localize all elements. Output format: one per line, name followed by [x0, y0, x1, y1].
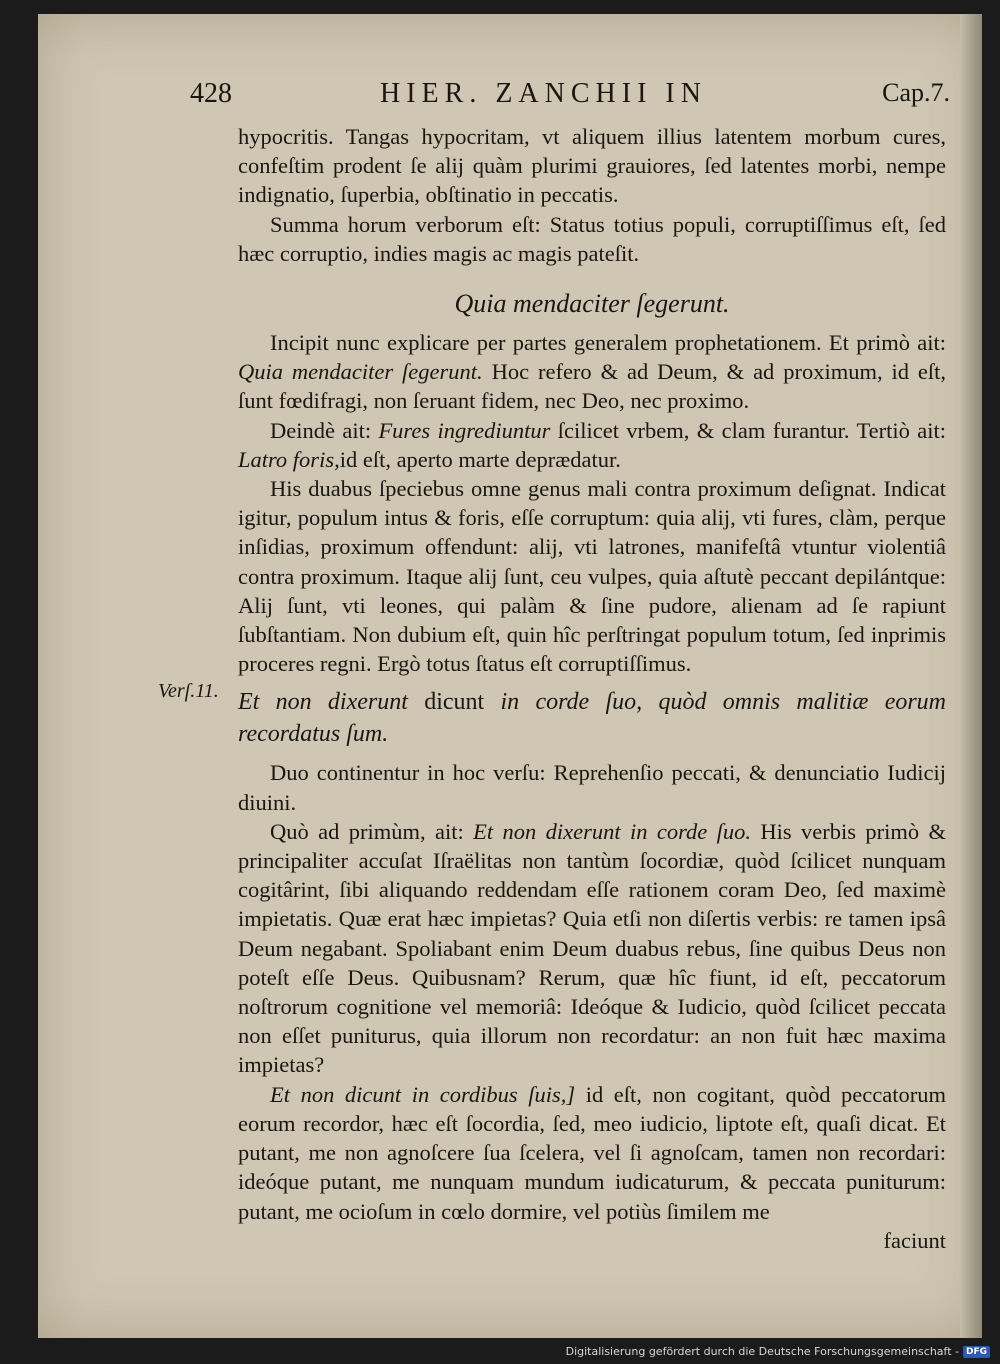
paragraph: Et non dicunt in cordibus ſuis,] id eſt, non cogitant, quòd peccatorum eorum recordor, hæc eſt ſocordia, ſed, meo iudicio, liptote eſt, quaſi dicat. Et putant, me non agnoſcere ſua ſcelera, vel ſi agnoſcam, tamen non recordari: ideóque putant, me nunquam mundum iudicaturum, & peccata puniturum: putant, me ocioſum in cœlo dormire, vel potiùs ſimilem me	[238, 1081, 946, 1224]
paragraph: His duabus ſpeciebus omne genus mali contra proximum deſignat. Indicat igitur, populum intus & foris, eſſe corruptum: quia alij, vti fures, clàm, perque inſidias, proximum offendunt: alij, vti latrones, manifeſtâ vtuntur violentiâ contra proximum. Itaque alij ſunt, ceu vulpes, quia aſtutè peccant depilántque: Alij ſunt, vti leones, qui palàm & ſine pudore, alienam ad ſe rapiunt ſubſtantiam. Non dubium eſt, quin hîc perſtringat populum totum, ſed inprimis proceres regni. Ergò totus ſtatus eſt corruptiſſimus.	[238, 476, 946, 677]
paragraph: Summa horum verborum eſt: Status totius populi, corruptiſſimus eſt, ſed hæc corruptio, indies magis ac magis pateſit.	[238, 211, 946, 266]
paragraph: Quò ad primùm, ait: Et non dixerunt in corde ſuo. His verbis primò & principaliter accuſat Iſraëlitas non tantùm ſocordiæ, quòd ſcilicet nunquam cogitârint, ſibi aliquando reddendam eſſe rationem coram Deo, ſed maximè impietatis. Quæ erat hæc impietas? Quia etſi non diſertis verbis: re tamen ipsâ Deum negabant. Spoliabant enim Deum duabus rebus, ſine quibus Deus non poteſt eſſe Deus. Quibusnam? Rerum, quæ hîc fiunt, id eſt, peccatorum noſtrorum cognitione vel memoriâ: Ideóque & Iudicio, quòd ſcilicet peccata non eſſet puniturus, quia illorum non recordatur: an non fuit hæc maxima impietas?	[238, 818, 947, 1078]
dfg-logo-icon: DFG	[963, 1346, 990, 1358]
chapter-label: Cap.7.	[882, 78, 950, 107]
margin-verse-note: Verſ.11.	[158, 680, 219, 702]
footer-text: Digitalisierung gefördert durch die Deutsche Forschungsgemeinschaft -	[565, 1345, 959, 1358]
text-block	[238, 122, 946, 1255]
paragraph: Duo continentur in hoc verſu: Reprehenſio peccati, & denunciatio Iudicij diuini.	[238, 760, 946, 815]
page-number: 428	[190, 78, 232, 109]
section-heading: Quia mendaciter ſegerunt.	[454, 289, 730, 319]
paragraph: hypocritis. Tangas hypocritam, vt aliquem illius latentem morbum cures, confeſtim prodent ſe alij quàm plurimi grauiores, ſed latentes morbi, nempe indignatio, ſuperbia, obſtinatio in peccatis.	[238, 124, 946, 208]
running-title: HIER. ZANCHII IN	[380, 78, 707, 109]
digitization-footer	[566, 1345, 990, 1358]
catchword: faciunt	[883, 1227, 946, 1253]
paragraph: Deindè ait: Fures ingrediuntur ſcilicet vrbem, & clam furantur. Tertiò ait: Latro foris,id eſt, aperto marte deprædatur.	[238, 417, 947, 472]
paragraph: Incipit nunc explicare per partes generalem prophetationem. Et primò ait: Quia mendaciter ſegerunt. Hoc refero & ad Deum, & ad proximum, id eſt, ſunt fœdifragi, non ſeruant fidem, nec Deo, nec proximo.	[238, 330, 947, 414]
running-head	[190, 78, 950, 118]
verse-heading: Et non dixerunt dicunt in corde ſuo, quòd omnis malitiæ eorum recordatus ſum.	[238, 689, 947, 748]
page-spine-shadow	[960, 14, 982, 1338]
